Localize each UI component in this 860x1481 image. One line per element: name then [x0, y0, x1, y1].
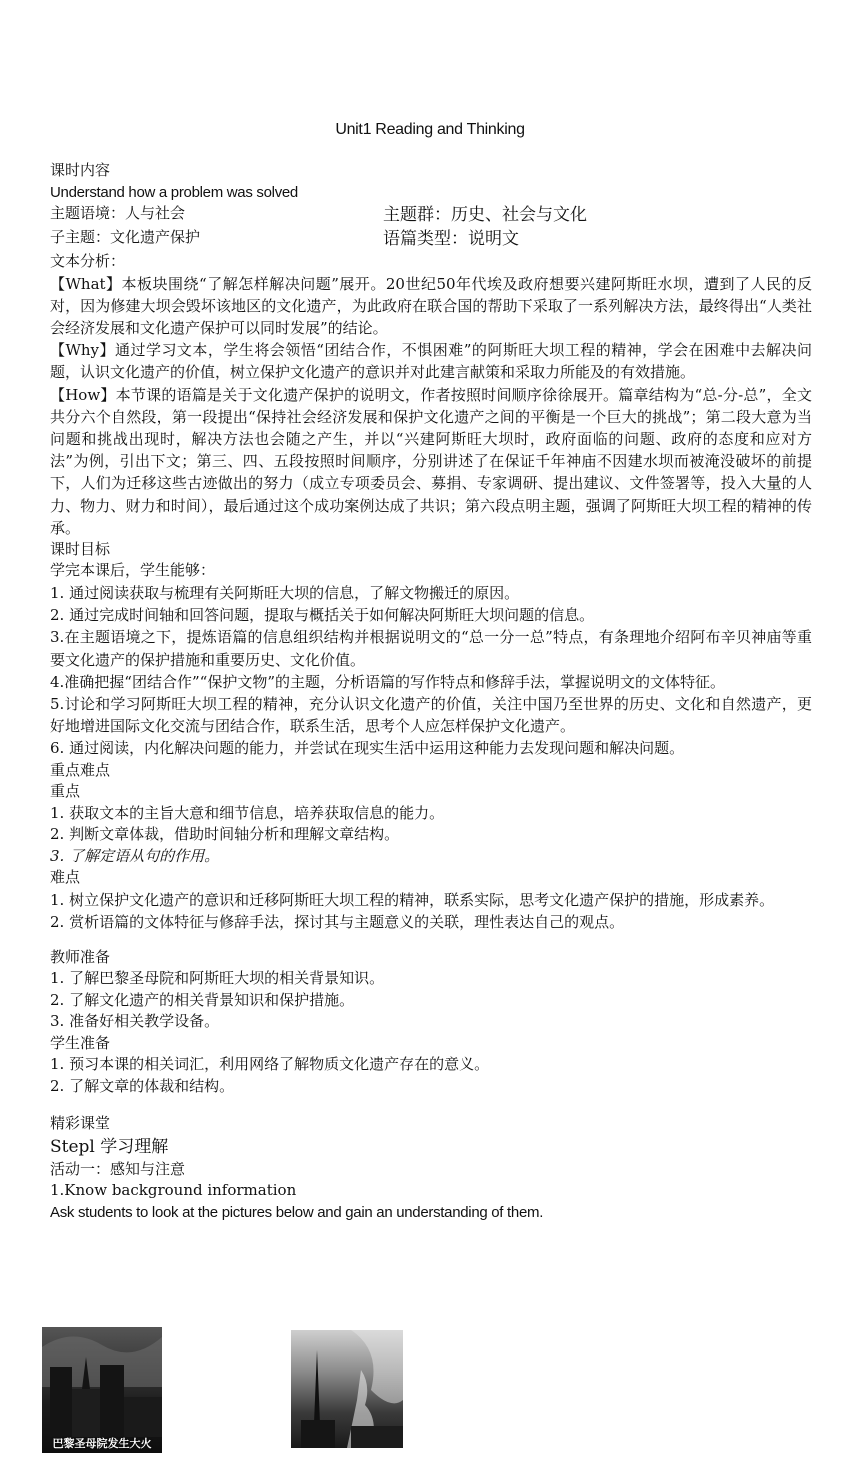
meta-row-2 [50, 227, 812, 251]
student-prep-item: 2. 了解文章的体裁和结构。 [50, 1076, 235, 1095]
student-prep-item: 1. 预习本课的相关词汇，利用网络了解物质文化遗产存在的意义。 [50, 1055, 490, 1074]
student-prep-heading: 学生准备 [50, 1033, 111, 1052]
activity1-instruction: Ask students to look at the pictures below and gain an understanding of them. [50, 1203, 544, 1221]
objectives-intro: 学完本课后，学生能够： [50, 561, 216, 580]
difficult-heading: 难点 [50, 868, 81, 887]
lesson-content-text: Understand how a problem was solved [50, 183, 298, 201]
page-title: Unit1 Reading and Thinking [335, 121, 525, 138]
photo-caption: 巴黎圣母院发生大火 [52, 1437, 152, 1450]
teacher-prep-item: 2. 了解文化遗产的相关背景知识和保护措施。 [50, 990, 355, 1009]
why-tag: 【Why】 [50, 341, 115, 360]
document-body [50, 160, 812, 1223]
teacher-prep-item: 3. 准备好相关教学设备。 [50, 1012, 220, 1031]
objective-item: 1. 通过阅读获取与梳理有关阿斯旺大坝的信息，了解文物搬迁的原因。 [50, 583, 520, 602]
teacher-prep-heading: 教师准备 [50, 947, 111, 966]
step1-heading: Stepl 学习理解 [50, 1136, 169, 1157]
why-text: 通过学习文本，学生将会领悟“团结合作，不惧困难”的阿斯旺大坝工程的精神，学会在困难中去解决问题，认识文化遗产的价值，树立保护文化遗产的意识并对此建言献策和采取力所能及的有效措施。 [50, 341, 812, 382]
what-text: 本板块围绕“了解怎样解决问题”展开。20世纪50年代埃及政府想要兴建阿斯旺水坝，遭到了人民的反对，因为修建大坝会毁坏该地区的文化遗产，为此政府在联合国的帮助下采取了一系列解决方法，最终得出“人类社会经济发展和文化遗产保护可以同时发展”的结论。 [50, 274, 812, 337]
meta-row-1 [50, 203, 812, 227]
key-item: 3. 了解定语从句的作用。 [50, 846, 220, 865]
theme-context: 主题语境：人与社会 [50, 204, 186, 222]
analysis-heading: 文本分析： [50, 252, 126, 270]
objective-item: 2. 通过完成时间轴和回答问题，提取与概括关于如何解决阿斯旺大坝问题的信息。 [50, 606, 595, 625]
notre-dame-fire-photo [42, 1327, 162, 1453]
text-genre: 语篇类型：说明文 [383, 229, 519, 249]
lesson-content-heading: 课时内容 [50, 161, 111, 179]
activity1-item: 1.Know background information [50, 1181, 297, 1200]
what-tag: 【What】 [50, 274, 122, 293]
spire-collapse-photo [291, 1330, 403, 1448]
key-heading: 重点 [50, 782, 81, 801]
teacher-prep-item: 1. 了解巴黎圣母院和阿斯旺大坝的相关背景知识。 [50, 969, 385, 988]
class-heading: 精彩课堂 [50, 1114, 111, 1133]
key-item: 1. 获取文本的主旨大意和细节信息，培养获取信息的能力。 [50, 803, 445, 822]
objective-item: 3.在主题语境之下，提炼语篇的信息组织结构并根据说明文的“总一分一总”特点，有条理地介绍阿布辛贝神庙等重要文化遗产的保护措施和重要历史、文化价值。 [50, 628, 812, 669]
how-text: 本节课的语篇是关于文化遗产保护的说明文，作者按照时间顺序徐徐展开。篇章结构为“总-分-总”，全文共分六个自然段，第一段提出“保持社会经济发展和保护文化遗产之间的平衡是一个巨大的挑战”；第二段大意为当问题和挑战出现时，解决方法也会随之产生，并以“兴建阿斯旺大坝时，政府面临的问题、政府的态度和应对方法”为例，引出下文；第三、四、五段按照时间顺序，分别讲述了在保证千年神庙不因建水坝而被淹没破坏的前提下，人们为迁移这些古迹做出的努力（成立专项委员会、募捐、专家调研、提出建议、文件签署等，投入大量的人力、物力、财力和时间），最后通过这个成功案例达成了共识；第六段点明主题，强调了阿斯旺大坝工程的精神的传承。 [50, 385, 813, 537]
spire-smoke-graphic [291, 1330, 403, 1448]
analysis-how [50, 384, 812, 539]
activity1-heading: 活动一：感知与注意 [50, 1159, 186, 1178]
how-tag: 【How】 [50, 385, 116, 404]
objective-item: 5.讨论和学习阿斯旺大坝工程的精神，充分认识文化遗产的价值，关注中国乃至世界的历史、文化和自然遗产，更好地增进国际文化交流与团结合作，联系生活，思考个人应怎样保护文化遗产。 [50, 694, 812, 736]
theme-group: 主题群：历史、社会与文化 [383, 205, 587, 225]
keypoints-heading: 重点难点 [50, 760, 111, 779]
difficult-item: 2. 赏析语篇的文体特征与修辞手法，探讨其与主题意义的关联，理性表达自己的观点。 [50, 912, 625, 931]
objective-item: 4.准确把握“团结合作”“保护文物”的主题，分析语篇的写作特点和修辞手法，掌握说明文的文体特征。 [50, 672, 725, 691]
objectives-heading: 课时目标 [50, 539, 111, 558]
key-item: 2. 判断文章体裁，借助时间轴分析和理解文章结构。 [50, 825, 400, 844]
sub-theme: 子主题：文化遗产保护 [50, 228, 201, 246]
spacer [50, 933, 812, 947]
objective-item: 6. 通过阅读，内化解决问题的能力，并尝试在现实生活中运用这种能力去发现问题和解决问题。 [50, 739, 685, 758]
analysis-what [50, 273, 812, 340]
spacer [50, 1097, 812, 1113]
difficult-item: 1. 树立保护文化遗产的意识和迁移阿斯旺大坝工程的精神，联系实际，思考文化遗产保护的措施，形成素养。 [50, 890, 775, 909]
analysis-why [50, 339, 812, 383]
